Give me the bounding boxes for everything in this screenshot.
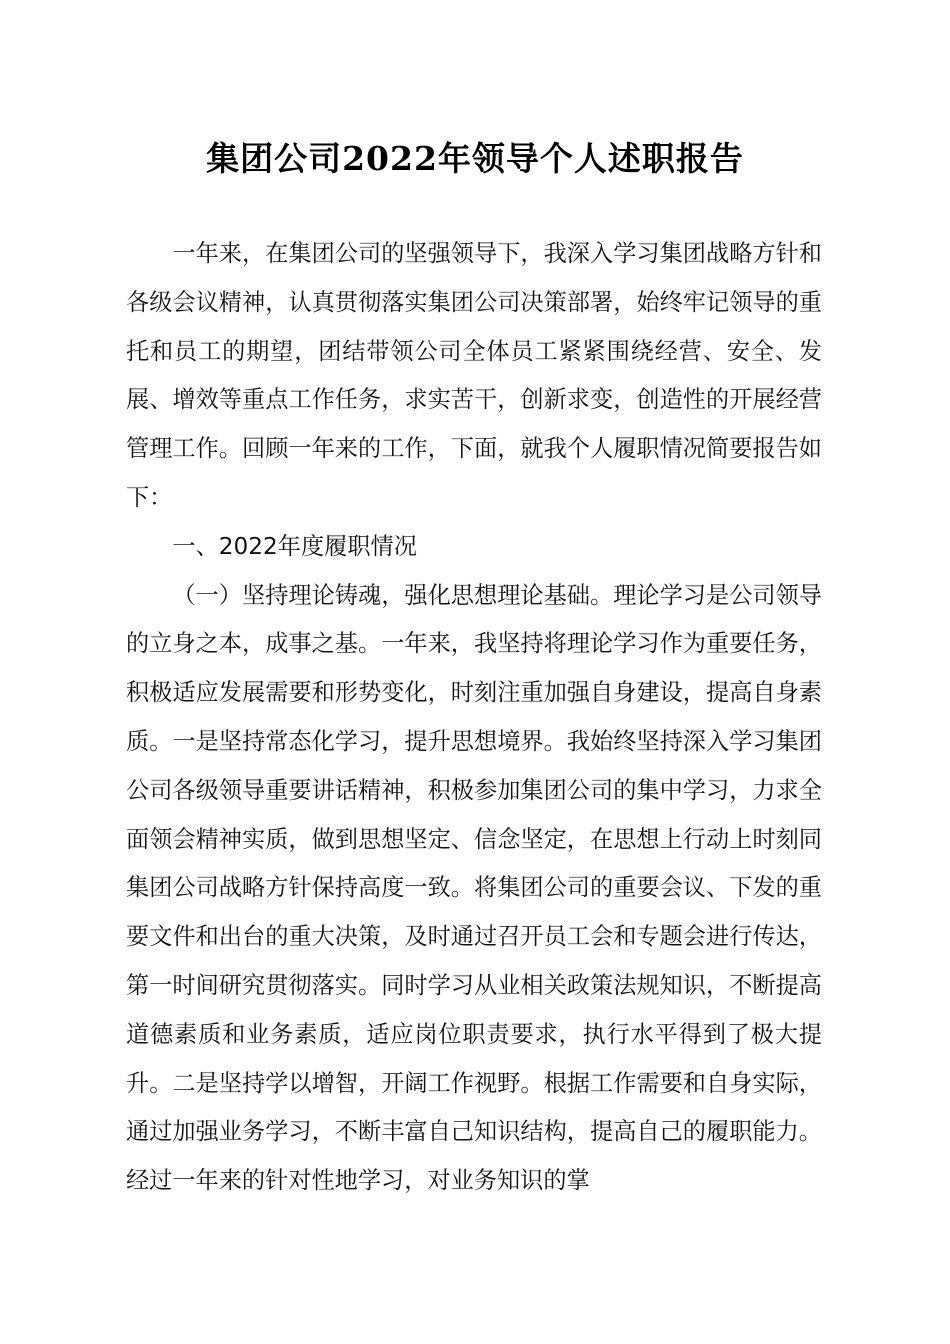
document-title: 集团公司2022年领导个人述职报告: [206, 139, 744, 178]
intro-paragraph: 一年来，在集团公司的坚强领导下，我深入学习集团战略方针和各级会议精神，认真贯彻落实集团公司决策部署，始终牢记领导的重托和员工的期望，团结带领公司全体员工紧紧围绕经营、安全、发展、增效等重点工作任务，求实苦干，创新求变，创造性的开展经营管理工作。回顾一年来的工作，下面，就我个人履职情况简要报告如下：: [126, 240, 822, 511]
section-heading: 一、2022年度履职情况: [172, 532, 417, 560]
document-body: [126, 230, 822, 1206]
section-paragraph: （一）坚持理论铸魂，强化思想理论基础。理论学习是公司领导的立身之本，成事之基。一年来，我坚持将理论学习作为重要任务，积极适应发展需要和形势变化，时刻注重加强自身建设，提高自身素质。一是坚持常态化学习，提升思想境界。我始终坚持深入学习集团公司各级领导重要讲话精神，积极参加集团公司的集中学习，力求全面领会精神实质，做到思想坚定、信念坚定，在思想上行动上时刻同集团公司战略方针保持高度一致。将集团公司的重要会议、下发的重要文件和出台的重大决策，及时通过召开员工会和专题会进行传达，第一时间研究贯彻落实。同时学习从业相关政策法规知识，不断提高道德素质和业务素质，适应岗位职责要求，执行水平得到了极大提升。二是坚持学以增智，开阔工作视野。根据工作需要和自身实际，通过加强业务学习，不断丰富自己知识结构，提高自己的履职能力。经过一年来的针对性地学习，对业务知识的掌: [126, 581, 822, 1195]
